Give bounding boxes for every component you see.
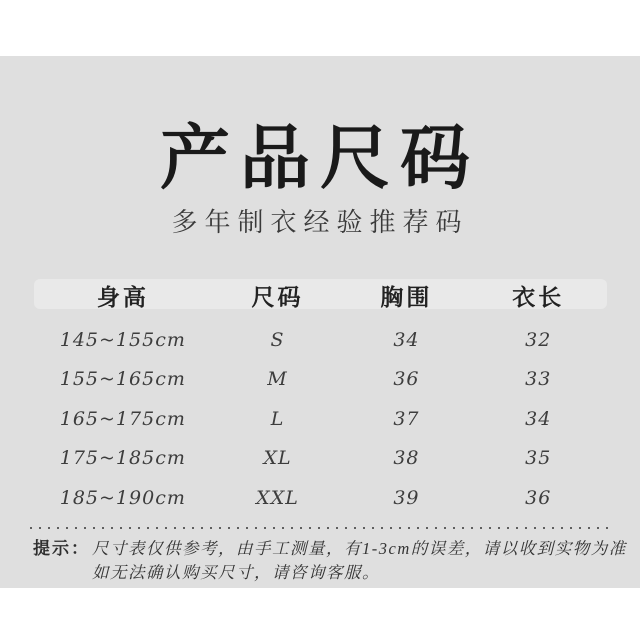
size-table-header-row <box>34 279 607 309</box>
size-table-cell: M <box>267 368 288 391</box>
size-table-row <box>34 478 607 518</box>
size-table-cell: 34 <box>525 407 552 430</box>
size-table-cell: 34 <box>393 328 420 351</box>
size-table <box>34 279 607 518</box>
size-table-row <box>34 360 607 400</box>
size-table-row <box>34 399 607 439</box>
note-line-1: 尺寸表仅供参考，由手工测量，有1-3cm的误差，请以收到实物为准 <box>92 539 627 558</box>
size-table-cell: 37 <box>393 407 420 430</box>
size-table-cell: XL <box>263 447 292 470</box>
column-header-length: 衣长 <box>512 285 565 310</box>
size-table-cell: 35 <box>525 447 552 470</box>
note-lines <box>92 537 627 585</box>
size-table-cell: 36 <box>393 368 420 391</box>
size-table-cell: S <box>270 328 285 351</box>
size-table-body <box>34 320 607 518</box>
size-table-cell: 155~165cm <box>59 368 186 391</box>
size-table-cell: 38 <box>393 447 420 470</box>
size-table-cell: XXL <box>256 486 299 509</box>
size-table-cell: 39 <box>393 486 420 509</box>
size-table-cell: L <box>270 407 285 430</box>
size-table-cell: 165~175cm <box>59 407 186 430</box>
size-table-row <box>34 320 607 360</box>
size-table-cell: 32 <box>525 328 552 351</box>
dotted-divider <box>30 527 612 529</box>
column-header-chest: 胸围 <box>380 285 433 310</box>
disclaimer-note <box>33 537 627 585</box>
size-table-cell: 145~155cm <box>59 328 186 351</box>
note-label: 提示： <box>33 539 90 558</box>
size-table-cell: 185~190cm <box>59 486 186 509</box>
column-header-size: 尺码 <box>251 285 304 310</box>
size-table-cell: 175~185cm <box>59 447 186 470</box>
size-table-cell: 33 <box>525 368 552 391</box>
page-subtitle: 多年制衣经验推荐码 <box>171 208 469 237</box>
note-line-2: 如无法确认购买尺寸，请咨询客服。 <box>92 563 380 582</box>
column-header-height: 身高 <box>96 285 149 310</box>
size-table-row <box>34 439 607 479</box>
size-table-cell: 36 <box>525 486 552 509</box>
page-title: 产品尺码 <box>160 121 480 198</box>
